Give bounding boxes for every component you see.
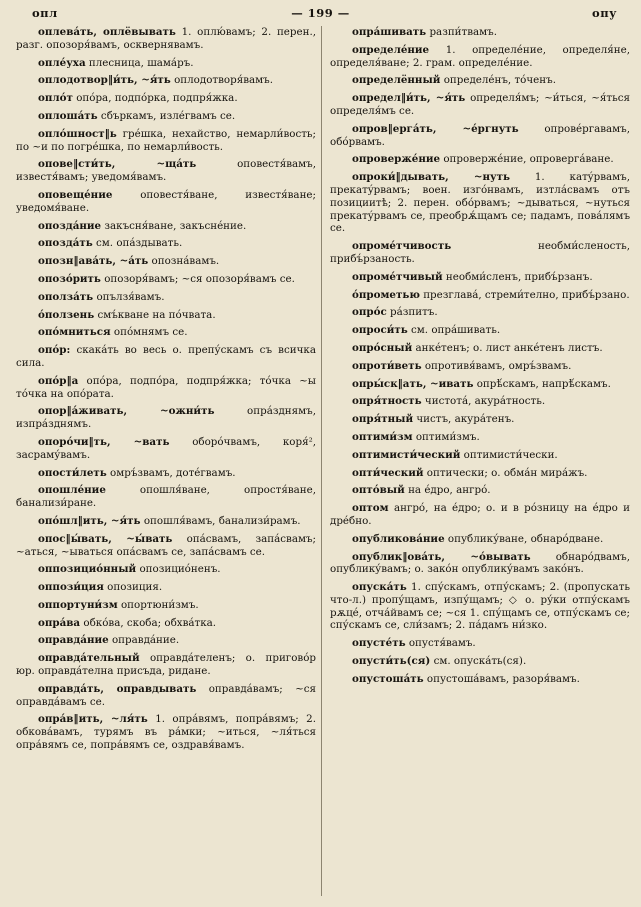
entry-headword: опры́ск‖ать, ~ивать: [352, 377, 474, 390]
entry-headword: óползень: [38, 308, 95, 321]
entry-headword: опóшл‖ить, ~я́ть: [38, 514, 141, 527]
entry-headword: оптом: [352, 502, 389, 515]
dictionary-entry: [330, 26, 630, 39]
entry-headword: опти́ческий: [352, 466, 424, 479]
entry-definition: см. опа́здывать.: [96, 237, 183, 250]
entry-definition: см. опуска́ть(ся).: [433, 655, 527, 668]
entry-definition: опозна́вамъ.: [151, 255, 220, 268]
dictionary-entry: [330, 92, 630, 118]
entry-definition: анке́тенъ; о. лист анке́тенъ листъ.: [415, 341, 603, 354]
dictionary-entry: [16, 309, 316, 322]
dictionary-entry: [330, 502, 630, 528]
entry-headword: опров‖ергáть, ~éргнуть: [352, 122, 519, 135]
entry-headword: óпрометью: [352, 288, 420, 301]
dictionary-entry: [330, 431, 630, 444]
entry-headword: оправдáние: [38, 634, 109, 647]
entry-headword: опрáва: [38, 616, 81, 629]
dictionary-entry: [16, 599, 316, 612]
entry-definition: 1. определе́ние, определя́не, определя́ване; 2. грам. определе́ние.: [330, 43, 630, 69]
entry-definition: презглава́, стреми́телно, прибъ́рзано.: [423, 288, 630, 301]
entry-headword: опрóсный: [352, 341, 413, 354]
entry-definition: опортюни́змъ.: [120, 598, 199, 611]
entry-headword: опря́тный: [352, 413, 414, 426]
dictionary-entry: [330, 551, 630, 577]
entry-headword: опрáв‖ить, ~ля́ть: [38, 713, 148, 726]
dictionary-entry: [330, 171, 630, 235]
dictionary-entry: [16, 713, 316, 751]
entry-headword: опубликовáние: [352, 532, 445, 545]
entry-definition: опозоря́вамъ; ~ся опозоря́вамъ се.: [104, 272, 295, 285]
dictionary-entry: [330, 342, 630, 355]
dictionary-entry: [330, 637, 630, 650]
entry-headword: оппозициóнный: [38, 563, 137, 576]
entry-definition: определе́нъ, то́ченъ.: [443, 74, 556, 87]
entry-headword: опорóчи‖ть, ~вать: [38, 435, 170, 448]
entry-headword: опровержéние: [352, 153, 441, 166]
entry-headword: опове‖сти́ть, ~щáть: [38, 158, 197, 171]
entry-definition: опустоша́вамъ, разоря́вамъ.: [426, 672, 580, 685]
entry-headword: опозн‖авáть, ~áть: [38, 255, 149, 268]
dictionary-entry: [330, 655, 630, 668]
dictionary-entry: [330, 581, 630, 632]
entry-headword: опромéтчивый: [352, 270, 443, 283]
entry-definition: необми́сленъ, прибъ́рзанъ.: [445, 270, 593, 283]
dictionary-entry: [330, 449, 630, 462]
entry-definition: опозиция.: [107, 581, 163, 594]
dictionary-entry: [330, 360, 630, 373]
entry-headword: оправдáть, оправдывать: [38, 682, 197, 695]
entry-headword: оппози́ция: [38, 581, 104, 594]
entry-headword: оплодотвор‖и́ть, ~я́ть: [38, 74, 171, 87]
entry-definition: оптими́змъ.: [415, 430, 480, 443]
entry-definition: 1. спу́скамъ, отпу́скамъ; 2. (пропускать что-л.) пропу́щамъ, изпу́щамъ; ◇ о. ру́ки отпу́скамъ рѫце́, отча́йвамъ се; ~ся 1. спу́щамъ се, отпу́скамъ се; спу́скамъ се, сли́замъ; 2. па́дамъ ни́зко.: [330, 581, 630, 632]
entry-headword: опускáть: [352, 581, 407, 594]
entry-headword: опублик‖овáть, ~óвывать: [352, 550, 531, 563]
entry-definition: см. опра́шивать.: [411, 324, 501, 337]
dictionary-entry: [16, 683, 316, 709]
entry-headword: опос‖ы́вать, ~ы́вать: [38, 532, 173, 545]
entry-definition: опротивя́вамъ, омръ́звамъ.: [424, 359, 572, 372]
guide-word-right: опу: [592, 6, 617, 20]
entry-headword: оптими́зм: [352, 430, 413, 443]
entry-headword: опóр:: [38, 344, 71, 357]
dictionary-entry: [16, 467, 316, 480]
entry-definition: оповестя́вамъ, известя́вамъ; уведомя́вамъ.: [16, 158, 316, 184]
dictionary-entry: [16, 128, 316, 154]
entry-definition: оповестя́ване, известя́ване; уведомя́ване.: [16, 188, 316, 214]
entry-headword: оползáть: [38, 290, 94, 303]
dictionary-entry: [16, 57, 316, 70]
entry-headword: опустошáть: [352, 672, 424, 685]
entry-headword: опóмниться: [38, 326, 111, 339]
entry-headword: опроки́‖дывать, ~нуть: [352, 171, 510, 184]
guide-word-left: опл: [32, 6, 58, 20]
entry-headword: опрáшивать: [352, 26, 427, 38]
page-number: — 199 —: [291, 6, 350, 20]
entry-definition: опрове́ргавамъ, обо́рвамъ.: [330, 122, 630, 148]
entry-definition: опозицио́ненъ.: [139, 563, 221, 576]
dictionary-entry: [330, 123, 630, 149]
dictionary-entry: [330, 484, 630, 497]
entry-definition: скака́ть во весь о. препу́скамъ съ всичка сила.: [16, 344, 316, 369]
entry-headword: опря́тность: [352, 395, 422, 408]
entry-headword: оппортуни́зм: [38, 598, 118, 611]
entry-definition: необми́сленость, прибъ́рзаность.: [330, 240, 630, 265]
entry-headword: оплéуха: [38, 56, 86, 69]
dictionary-entry: [16, 375, 316, 401]
entry-definition: оправда́ние.: [111, 634, 180, 647]
entry-definition: опо́ра, подпо́рка, подпря́жка.: [76, 92, 238, 105]
column-divider: [321, 26, 322, 896]
dictionary-entry: [330, 673, 630, 686]
entry-definition: опрѣ́скамъ, напрѣ́скамъ.: [476, 377, 611, 390]
entry-definition: опо́ра, подпо́ра, подпря́жка; то́чка ~ы то́чка на опо́рата.: [16, 374, 316, 400]
dictionary-entry: [16, 634, 316, 647]
running-head: [10, 6, 631, 22]
dictionary-entry: [16, 581, 316, 594]
entry-definition: чистота́, акура́тность.: [424, 395, 546, 408]
dictionary-entry: [330, 467, 630, 480]
dictionary-entry: [16, 92, 316, 105]
entry-headword: оповещéние: [38, 188, 113, 201]
dictionary-entry: [330, 240, 630, 266]
dictionary-entry: [16, 237, 316, 250]
entry-definition: ангро́, на е́дро; о. и в ро́зницу на е́дро и дре́бно.: [330, 502, 630, 527]
entry-definition: опа́свамъ, запа́свамъ; ~аться, ~ываться опа́свамъ се, запа́свамъ се.: [16, 532, 316, 558]
dictionary-entry: [16, 484, 316, 510]
dictionary-entry: [16, 110, 316, 123]
entry-headword: оптóвый: [352, 484, 405, 497]
entry-definition: опо́мнямъ се.: [113, 326, 188, 339]
entry-definition: гре́шка, нехайство, немарли́вость; по ~и по погре́шка, по немарли́вость.: [16, 127, 316, 153]
dictionary-entry: [16, 326, 316, 339]
entry-headword: определ‖и́ть, ~я́ть: [352, 92, 466, 105]
entry-definition: обко́ва, скоба; обхва́тка.: [83, 616, 217, 629]
entry-definition: обнаро́двамъ, опублику́вамъ; о. закóн опублику́вамъ зако́нъ.: [330, 550, 630, 576]
entry-definition: смъ́кване на по́чвата.: [97, 308, 216, 321]
entry-headword: оплóт: [38, 92, 73, 105]
dictionary-entry: [16, 158, 316, 184]
entry-definition: 1. опра́вямъ, попра́вямъ; 2. обкова́вамъ, турямъ въ ра́мки; ~иться, ~ля́ться опра́вямъ се, попра́вямъ се, оздравя́вамъ.: [16, 713, 316, 752]
entry-definition: 1. катýрвамъ, прекатýрвамъ; воен. изгóнвамъ, изтла́свамъ отъ позициитѣ; 2. перен. обóрвамъ; ~дываться, ~нуться прекатýрвамъ се, преобрѫ́щамъ се; падамъ, повáлямъ се.: [330, 171, 630, 235]
dictionary-entry: [16, 436, 316, 462]
entry-definition: оплодотворя́вамъ.: [174, 74, 273, 87]
entry-definition: опра́зднямъ, изпра́зднямъ.: [16, 405, 316, 431]
entry-headword: оплевáть, оплёвывать: [38, 26, 176, 38]
dictionary-entry: [330, 324, 630, 337]
entry-headword: опромéтчивость: [352, 240, 452, 253]
entry-headword: опроси́ть: [352, 324, 408, 337]
entry-definition: чистъ, акура́тенъ.: [416, 413, 515, 426]
entry-definition: оборо́чвамъ, коря́², засраму́вамъ.: [16, 435, 316, 461]
entry-headword: опозóрить: [38, 272, 101, 285]
left-column: [16, 26, 316, 757]
entry-definition: опублику́ване, обнаро́дване.: [447, 532, 604, 545]
dictionary-entry: [330, 153, 630, 166]
entry-headword: опоздáть: [38, 237, 93, 250]
dictionary-entry: [330, 44, 630, 70]
dictionary-entry: [16, 617, 316, 630]
entry-definition: на е́дро, ангро́.: [408, 484, 491, 497]
entry-definition: опошля́ване, опростя́ване, банализи́ране.: [16, 484, 316, 510]
entry-definition: опустя́вамъ.: [408, 637, 476, 650]
entry-definition: оправда́теленъ; о. пригово́р юр. оправда́телна присъда, ридане.: [16, 652, 316, 678]
dictionary-entry: [330, 395, 630, 408]
dictionary-entry: [16, 515, 316, 528]
entry-headword: опости́леть: [38, 466, 107, 479]
entry-headword: опустéть: [352, 637, 406, 650]
entry-definition: плесница, шама́ръ.: [88, 56, 194, 69]
entry-definition: оптически; о. обмáн мира́жъ.: [426, 466, 588, 479]
entry-definition: определя́мъ; ~и́ться, ~я́ться определя́мъ се.: [330, 92, 630, 117]
dictionary-entry: [16, 533, 316, 559]
entry-definition: опошля́вамъ, банализи́рамъ.: [143, 514, 301, 527]
entry-definition: сбъркамъ, изле́гвамъ се.: [100, 109, 236, 122]
entry-headword: опусти́ть(ся): [352, 655, 431, 668]
entry-definition: закъсня́ване, закъсне́ние.: [104, 219, 247, 232]
entry-definition: опровержéние, опроверга́ване.: [443, 153, 614, 166]
dictionary-entry: [330, 378, 630, 391]
entry-definition: опълзя́вамъ.: [96, 290, 165, 303]
dictionary-entry: [330, 306, 630, 319]
dictionary-entry: [16, 74, 316, 87]
entry-headword: опóр‖а: [38, 374, 79, 387]
dictionary-entry: [16, 405, 316, 431]
dictionary-entry: [16, 344, 316, 370]
entry-headword: опроти́веть: [352, 359, 422, 372]
dictionary-entry: [330, 74, 630, 87]
entry-headword: опор‖áживать, ~ожни́ть: [38, 405, 215, 418]
dictionary-entry: [330, 413, 630, 426]
entry-headword: опошлéние: [38, 484, 106, 497]
entry-definition: оптимисти́чески.: [463, 448, 558, 461]
dictionary-entry: [16, 255, 316, 268]
entry-headword: определённый: [352, 74, 441, 87]
entry-headword: оплошáть: [38, 109, 98, 122]
right-column: [330, 26, 630, 691]
dictionary-entry: [330, 289, 630, 302]
entry-definition: омръ́звамъ, доте́гвамъ.: [110, 466, 236, 479]
dictionary-entry: [330, 271, 630, 284]
entry-definition: разпи́твамъ.: [429, 26, 498, 38]
entry-headword: оптимисти́ческий: [352, 448, 461, 461]
dictionary-entry: [16, 220, 316, 233]
entry-headword: оплóшност‖ь: [38, 127, 117, 140]
entry-headword: определéние: [352, 43, 430, 56]
dictionary-entry: [16, 26, 316, 52]
dictionary-entry: [16, 189, 316, 215]
entry-headword: опоздáние: [38, 219, 102, 232]
entry-headword: оправдáтельный: [38, 652, 140, 665]
dictionary-entry: [16, 563, 316, 576]
dictionary-entry: [16, 273, 316, 286]
entry-definition: 1. оплю́вамъ; 2. перен., разг. опозоря́вамъ, осквернявамъ.: [16, 26, 316, 51]
dictionary-entry: [16, 291, 316, 304]
dictionary-entry: [330, 533, 630, 546]
dictionary-entry: [16, 652, 316, 678]
entry-definition: ра́зпитъ.: [390, 306, 438, 319]
entry-headword: опрóс: [352, 306, 387, 319]
entry-definition: оправда́вамъ; ~ся оправда́вамъ се.: [16, 682, 316, 708]
